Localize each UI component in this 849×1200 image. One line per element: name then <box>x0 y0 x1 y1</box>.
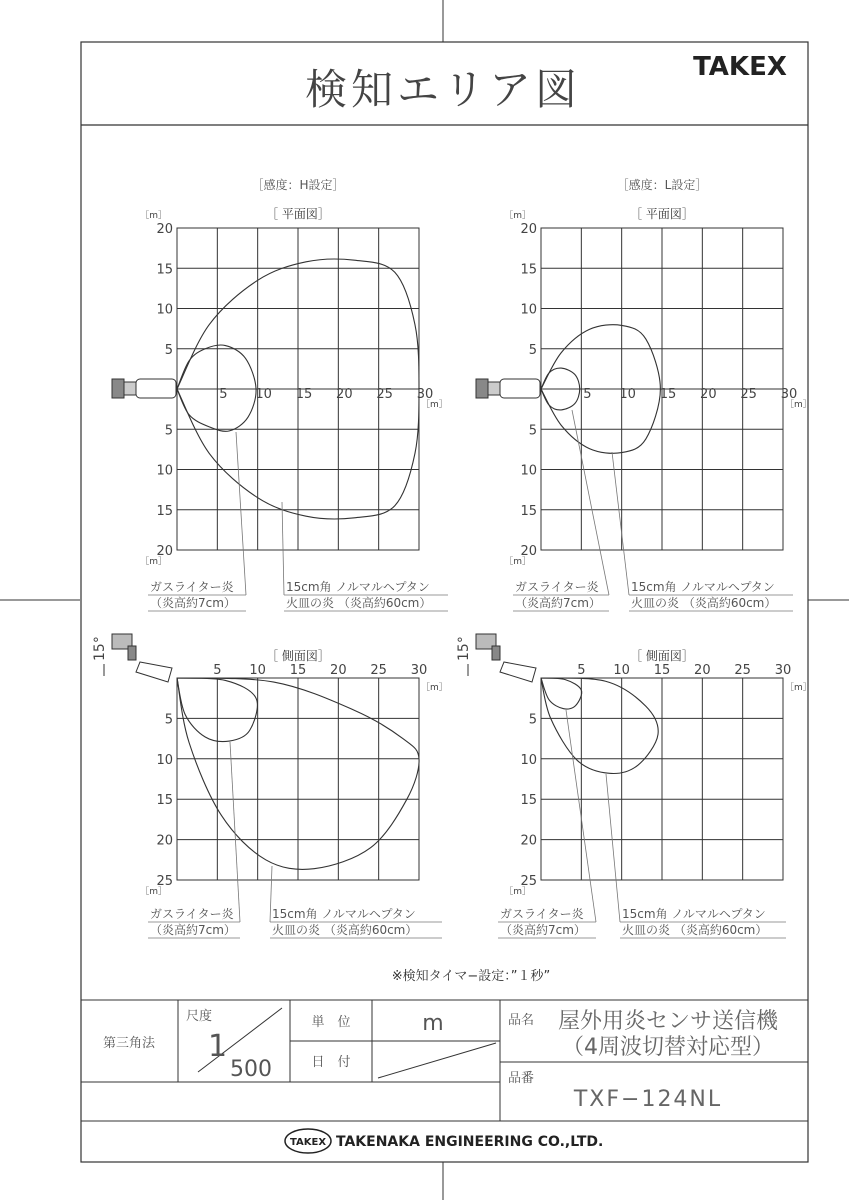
x-tick-label: 10 <box>255 387 272 402</box>
product-name-line2: （4周波切替対応型） <box>562 1035 774 1060</box>
x-tick-label: 25 <box>734 663 751 678</box>
sensor-plan-icon-low <box>476 379 540 398</box>
sensor-side-icon <box>104 634 172 682</box>
gas-lighter-label: ガスライター炎 <box>500 907 584 921</box>
y-tick-label: 10 <box>156 302 173 318</box>
side-view-label-l: ［ 側面図］ <box>630 649 694 663</box>
x-tick-label: 20 <box>694 663 711 678</box>
heptane-label: 15cm角 ノルマルヘプタン <box>272 907 416 921</box>
detection-timer-note: ※検知タイマ−設定：”１秒” <box>391 969 551 984</box>
annotations-side-h <box>150 906 417 937</box>
y-unit-label: ［m］ <box>504 887 531 897</box>
y-tick-label: 5 <box>164 342 173 358</box>
angle-label-l: 15° <box>456 636 472 661</box>
product-name-label: 品名 <box>508 1013 535 1028</box>
y-tick-label: 20 <box>156 544 173 559</box>
x-tick-label: 15 <box>659 387 677 402</box>
x-tick-label: 10 <box>619 387 636 402</box>
y-tick-label: 5 <box>164 423 173 439</box>
x-tick-label: 25 <box>740 387 757 402</box>
gas-lighter-label: ガスライター炎 <box>150 580 234 594</box>
plan-view-chart-low <box>504 210 812 567</box>
gas-lighter-sub: （炎高約7cm） <box>150 923 236 937</box>
y-unit-label: ［m］ <box>140 211 167 221</box>
heptane-sub: 火皿の炎 （炎高約60cm） <box>272 923 418 937</box>
annotations-plan-h <box>150 579 431 610</box>
x-tick-label: 30 <box>410 663 428 678</box>
unit-label: 単 位 <box>311 1015 351 1030</box>
page-title: 検知エリア図 <box>304 65 582 114</box>
x-tick-label: 15 <box>289 663 307 678</box>
y-tick-label: 15 <box>520 503 537 519</box>
x-tick-label: 5 <box>583 387 592 402</box>
side-view-label-h: ［ 側面図］ <box>266 649 330 663</box>
x-tick-label: 25 <box>370 663 387 678</box>
detection-area-gas-lighter <box>177 345 256 431</box>
gas-lighter-label: ガスライター炎 <box>150 907 234 921</box>
heptane-sub: 火皿の炎 （炎高約60cm） <box>631 596 777 610</box>
y-tick-label: 25 <box>156 874 173 889</box>
x-unit-label: ［m］ <box>421 400 448 410</box>
sensitivity-high-label: ［感度：H設定］ <box>251 178 345 192</box>
y-tick-label: 20 <box>156 833 173 849</box>
sensitivity-low-label: ［感度：L設定］ <box>616 178 708 192</box>
y-tick-label: 10 <box>520 302 537 318</box>
angle-label-h: 15° <box>92 636 108 661</box>
company-logo-text: TAKEX <box>289 1137 327 1148</box>
x-tick-label: 20 <box>330 663 347 678</box>
sensor-plan-icon <box>112 379 176 398</box>
heptane-sub: 火皿の炎 （炎高約60cm） <box>622 923 768 937</box>
detection-area-gas-lighter <box>541 678 582 709</box>
x-tick-label: 25 <box>376 387 393 402</box>
y-tick-label: 15 <box>520 262 537 278</box>
gas-lighter-sub: （炎高約7cm） <box>150 596 236 610</box>
x-unit-label: ［m］ <box>785 400 812 410</box>
x-tick-label: 30 <box>774 663 792 678</box>
y-tick-label: 5 <box>528 423 537 439</box>
y-tick-label: 10 <box>520 752 537 768</box>
brand-logo: TAKEX <box>693 52 787 82</box>
heptane-label: 15cm角 ノルマルヘプタン <box>286 580 430 594</box>
y-unit-label: ［m］ <box>140 557 167 567</box>
y-tick-label: 5 <box>528 342 537 358</box>
side-view-chart-high <box>140 663 448 897</box>
y-tick-label: 15 <box>156 503 173 519</box>
x-tick-label: 5 <box>219 387 228 402</box>
y-unit-label: ［m］ <box>140 887 167 897</box>
y-tick-label: 15 <box>520 793 537 809</box>
side-view-chart-low <box>504 663 812 897</box>
plan-view-chart-high <box>140 210 448 567</box>
y-tick-label: 5 <box>164 712 173 728</box>
model-number-label: 品番 <box>508 1071 535 1086</box>
y-tick-label: 20 <box>156 222 173 237</box>
x-unit-label: ［m］ <box>785 683 812 693</box>
date-label: 日 付 <box>311 1055 351 1070</box>
x-tick-label: 5 <box>213 663 222 678</box>
model-number: TXF−124NL <box>573 1087 723 1112</box>
y-tick-label: 20 <box>520 833 537 849</box>
y-unit-label: ［m］ <box>504 557 531 567</box>
x-tick-label: 5 <box>577 663 586 678</box>
x-tick-label: 10 <box>249 663 266 678</box>
y-tick-label: 5 <box>528 712 537 728</box>
y-tick-label: 10 <box>156 463 173 479</box>
heptane-sub: 火皿の炎 （炎高約60cm） <box>286 596 432 610</box>
scale-denominator: 500 <box>230 1057 272 1082</box>
y-unit-label: ［m］ <box>504 211 531 221</box>
y-tick-label: 10 <box>520 463 537 479</box>
projection-method: 第三角法 <box>102 1036 156 1051</box>
y-tick-label: 20 <box>520 544 537 559</box>
y-tick-label: 20 <box>520 222 537 237</box>
x-tick-label: 20 <box>336 387 353 402</box>
plan-view-label-l: ［ 平面図］ <box>630 207 694 221</box>
plan-view-label-h: ［ 平面図］ <box>266 207 330 221</box>
x-tick-label: 15 <box>295 387 313 402</box>
scale-label: 尺度 <box>186 1009 213 1024</box>
x-tick-label: 10 <box>613 663 630 678</box>
product-name-line1: 屋外用炎センサ送信機 <box>557 1009 779 1034</box>
heptane-label: 15cm角 ノルマルヘプタン <box>631 580 775 594</box>
gas-lighter-sub: （炎高約7cm） <box>515 596 601 610</box>
y-tick-label: 25 <box>520 874 537 889</box>
annotations-plan-l <box>515 579 776 610</box>
y-tick-label: 15 <box>156 793 173 809</box>
unit-value: m <box>422 1011 444 1036</box>
gas-lighter-sub: （炎高約7cm） <box>500 923 586 937</box>
x-tick-label: 30 <box>416 387 434 402</box>
y-tick-label: 15 <box>156 262 173 278</box>
x-unit-label: ［m］ <box>421 683 448 693</box>
x-tick-label: 20 <box>700 387 717 402</box>
annotations-side-l <box>500 906 767 937</box>
company-name: TAKENAKA ENGINEERING CO.,LTD. <box>336 1134 604 1150</box>
sensor-side-icon-low <box>468 634 536 682</box>
scale-numerator: 1 <box>208 1029 228 1064</box>
gas-lighter-label: ガスライター炎 <box>515 580 599 594</box>
x-tick-label: 30 <box>780 387 798 402</box>
y-tick-label: 10 <box>156 752 173 768</box>
x-tick-label: 15 <box>653 663 671 678</box>
heptane-label: 15cm角 ノルマルヘプタン <box>622 907 766 921</box>
